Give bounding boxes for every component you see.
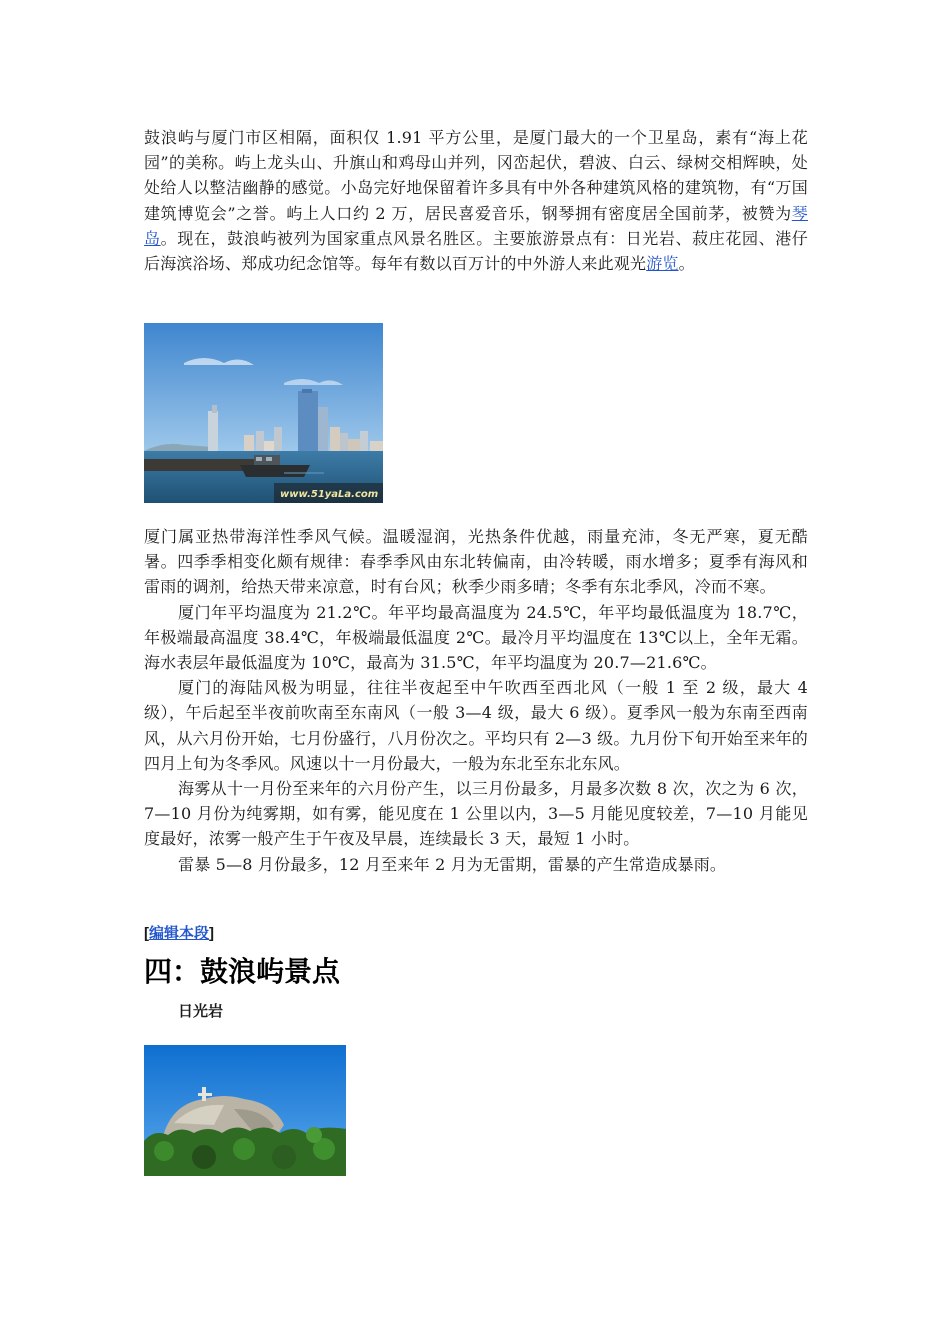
climate-paragraph-5: 雷暴 5—8 月份最多，12 月至来年 2 月为无雷期，雷暴的产生常造成暴雨。: [178, 854, 727, 874]
photo-watermark: www.51yaLa.com: [280, 489, 379, 500]
riguangyan-photo: [144, 1045, 346, 1176]
edit-bracket-open: [: [144, 925, 149, 942]
edit-section-link-wrap: [144, 922, 214, 943]
intro-text-1: 鼓浪屿与厦门市区相隔，面积仅 1.91 平方公里，是厦门最大的一个卫星岛，素有“海上花园”的美称。屿上龙头山、升旗山和鸡母山并列，冈峦起伏，碧波、白云、绿树交相辉映，处处给人以整洁幽静的感觉。小岛完好地保留着许多具有中外各种建筑风格的建筑物，有“万国建筑博览会”之誉。屿上人口约 2 万，居民喜爱音乐，钢琴拥有密度居全国前茅，被赞为: [144, 128, 808, 223]
xiamen-skyline-photo: [144, 323, 383, 503]
climate-paragraph-3: 厦门的海陆风极为明显，往往半夜起至中午吹西至西北风（一般 1 至 2 级，最大 4 级），午后起至半夜前吹南至东南风（一般 3—4 级，最大 6 级）。夏季风一般为东南至西南风，从六月份开始，七月份盛行，八月份次之。平均只有 2—3 级。九月份下旬开始至来年的四月上旬为冬季风。风速以十一月份最大，一般为东北至东北东风。: [144, 678, 808, 773]
intro-paragraph: [144, 125, 808, 276]
climate-paragraph-1: 厦门属亚热带海洋性季风气候。温暖湿润，光热条件优越，雨量充沛，冬无严寒，夏无酷暑。四季季相变化颇有规律：春季季风由东北转偏南，由冷转暖，雨水增多；夏季有海风和雷雨的调剂，给热天带来凉意，时有台风；秋季少雨多晴；冬季有东北季风，冷而不寒。: [144, 527, 808, 597]
section-heading: 四：鼓浪屿景点: [144, 955, 341, 988]
intro-text-3: 。: [678, 254, 695, 274]
youlan-link[interactable]: 游览: [646, 254, 679, 274]
edit-section-link[interactable]: 编辑本段: [149, 925, 210, 942]
intro-paragraph-wrap: [144, 125, 808, 276]
sub-heading: 日光岩: [178, 1002, 224, 1020]
qindao-link[interactable]: 琴岛: [144, 203, 808, 248]
climate-section: [144, 524, 808, 877]
climate-paragraph-2: 厦门年平均温度为 21.2℃。年平均最高温度为 24.5℃，年平均最低温度为 18.7℃，年极端最高温度 38.4℃，年极端最低温度 2℃。最冷月平均温度在 13℃以上，全年无霜。海水表层年最低温度为 10℃，最高为 31.5℃，年平均温度为 20.7—21.6℃。: [144, 602, 808, 673]
climate-paragraph-4: 海雾从十一月份至来年的六月份产生，以三月份最多，月最多次数 8 次，次之为 6 次，7—10 月份为纯雾期，如有雾，能见度在 1 公里以内，3—5 月能见度较差，7—10 月能见度最好，浓雾一般产生于午夜及早晨，连续最长 3 天，最短 1 小时。: [144, 779, 808, 849]
intro-text-2: 。现在，鼓浪屿被列为国家重点风景名胜区。主要旅游景点有：日光岩、菽庄花园、港仔后海滨浴场、郑成功纪念馆等。每年有数以百万计的中外游人来此观光: [144, 228, 809, 274]
edit-bracket-close: ]: [209, 925, 215, 942]
